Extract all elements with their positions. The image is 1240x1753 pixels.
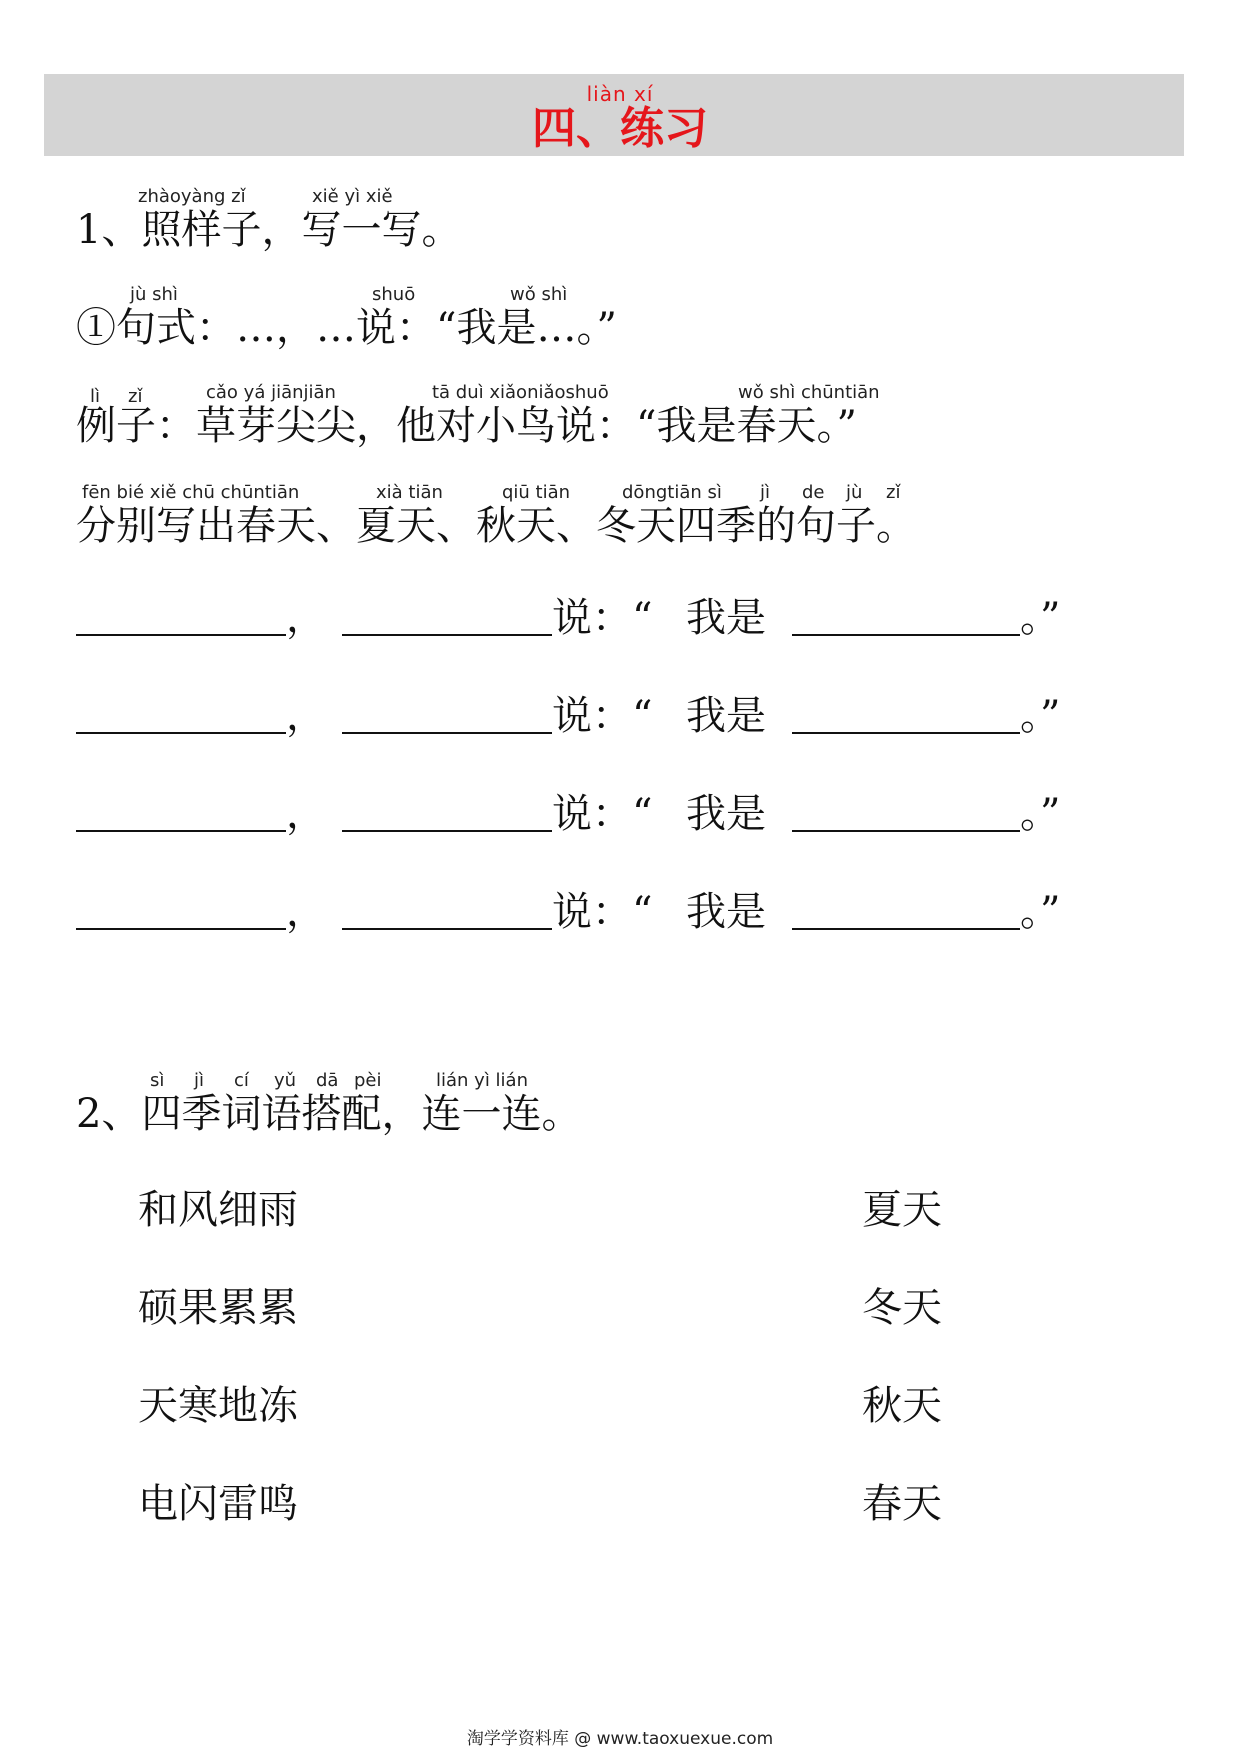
example-pinyin-2: zǐ xyxy=(128,386,143,407)
comma: ， xyxy=(286,791,326,837)
sentence-pattern: ①句式：…，…说：“我是…。” xyxy=(76,305,617,351)
q2-pinyin-5: dā xyxy=(316,1070,339,1091)
page-title: 四、练习 xyxy=(532,103,708,154)
blank-season[interactable] xyxy=(792,634,1020,636)
blank-who[interactable] xyxy=(76,634,286,636)
task-pinyin-1: fēn bié xiě chū chūntiān xyxy=(82,482,300,503)
season-item[interactable]: 秋天 xyxy=(862,1383,942,1429)
phrase-item[interactable]: 硕果累累 xyxy=(138,1285,298,1331)
blank-who[interactable] xyxy=(76,830,286,832)
blank-season[interactable] xyxy=(792,830,1020,832)
blank-what[interactable] xyxy=(342,830,552,832)
footer-watermark: 淘学学资料库 @ www.taoxuexue.com xyxy=(466,1729,774,1749)
i-am-text: 我是 xyxy=(686,791,766,837)
season-item[interactable]: 夏天 xyxy=(862,1187,942,1233)
fill-row xyxy=(76,888,1076,936)
q2-pinyin-1: sì xyxy=(150,1070,165,1091)
blank-what[interactable] xyxy=(342,928,552,930)
q2-pinyin-3: cí xyxy=(234,1070,249,1091)
blank-who[interactable] xyxy=(76,928,286,930)
closing-quote: 。” xyxy=(1020,791,1061,837)
says-text: 说：“ xyxy=(552,791,653,837)
i-am-text: 我是 xyxy=(686,889,766,935)
blank-what[interactable] xyxy=(342,634,552,636)
closing-quote: 。” xyxy=(1020,889,1061,935)
blank-season[interactable] xyxy=(792,928,1020,930)
q1-pinyin-2: xiě yì xiě xyxy=(312,186,393,207)
comma: ， xyxy=(286,889,326,935)
q2-pinyin-6: pèi xyxy=(354,1070,382,1091)
q1-title: 1、照样子，写一写。 xyxy=(76,207,462,253)
closing-quote: 。” xyxy=(1020,693,1061,739)
task-pinyin-4: dōngtiān sì xyxy=(622,482,722,503)
season-item[interactable]: 冬天 xyxy=(862,1285,942,1331)
task-pinyin-8: zǐ xyxy=(886,482,901,503)
says-text: 说：“ xyxy=(552,693,653,739)
example-pinyin-3: cǎo yá jiānjiān xyxy=(206,382,336,403)
closing-quote: 。” xyxy=(1020,595,1061,641)
says-text: 说：“ xyxy=(552,595,653,641)
comma: ， xyxy=(286,595,326,641)
header-pinyin: liàn xí xyxy=(586,82,654,106)
blank-season[interactable] xyxy=(792,732,1020,734)
pattern-pinyin-2: shuō xyxy=(372,284,416,305)
q2-title: 2、四季词语搭配，连一连。 xyxy=(76,1091,582,1137)
example-sentence: 例子：草芽尖尖，他对小鸟说：“我是春天。” xyxy=(76,403,857,449)
fill-row xyxy=(76,692,1076,740)
task-pinyin-3: qiū tiān xyxy=(502,482,571,503)
q2-pinyin-7: lián yì lián xyxy=(436,1070,528,1091)
task-pinyin-7: jù xyxy=(846,482,863,503)
example-pinyin-1: lì xyxy=(90,386,101,407)
q2-pinyin-4: yǔ xyxy=(274,1070,297,1091)
blank-who[interactable] xyxy=(76,732,286,734)
task-pinyin-5: jì xyxy=(760,482,771,503)
phrase-item[interactable]: 电闪雷鸣 xyxy=(138,1481,298,1527)
says-text: 说：“ xyxy=(552,889,653,935)
comma: ， xyxy=(286,693,326,739)
task-pinyin-6: de xyxy=(802,482,825,503)
pattern-pinyin-3: wǒ shì xyxy=(510,284,568,305)
phrase-item[interactable]: 和风细雨 xyxy=(138,1187,298,1233)
q2-pinyin-2: jì xyxy=(194,1070,205,1091)
fill-row xyxy=(76,790,1076,838)
season-item[interactable]: 春天 xyxy=(862,1481,942,1527)
phrase-item[interactable]: 天寒地冻 xyxy=(138,1383,298,1429)
example-pinyin-4: tā duì xiǎoniǎoshuō xyxy=(432,382,609,403)
example-pinyin-5: wǒ shì chūntiān xyxy=(738,382,880,403)
i-am-text: 我是 xyxy=(686,595,766,641)
task-instruction: 分别写出春天、夏天、秋天、冬天四季的句子。 xyxy=(76,503,916,549)
pattern-pinyin-1: jù shì xyxy=(130,284,178,305)
task-pinyin-2: xià tiān xyxy=(376,482,443,503)
i-am-text: 我是 xyxy=(686,693,766,739)
blank-what[interactable] xyxy=(342,732,552,734)
fill-row xyxy=(76,594,1076,642)
q1-pinyin-1: zhàoyàng zǐ xyxy=(138,186,246,207)
